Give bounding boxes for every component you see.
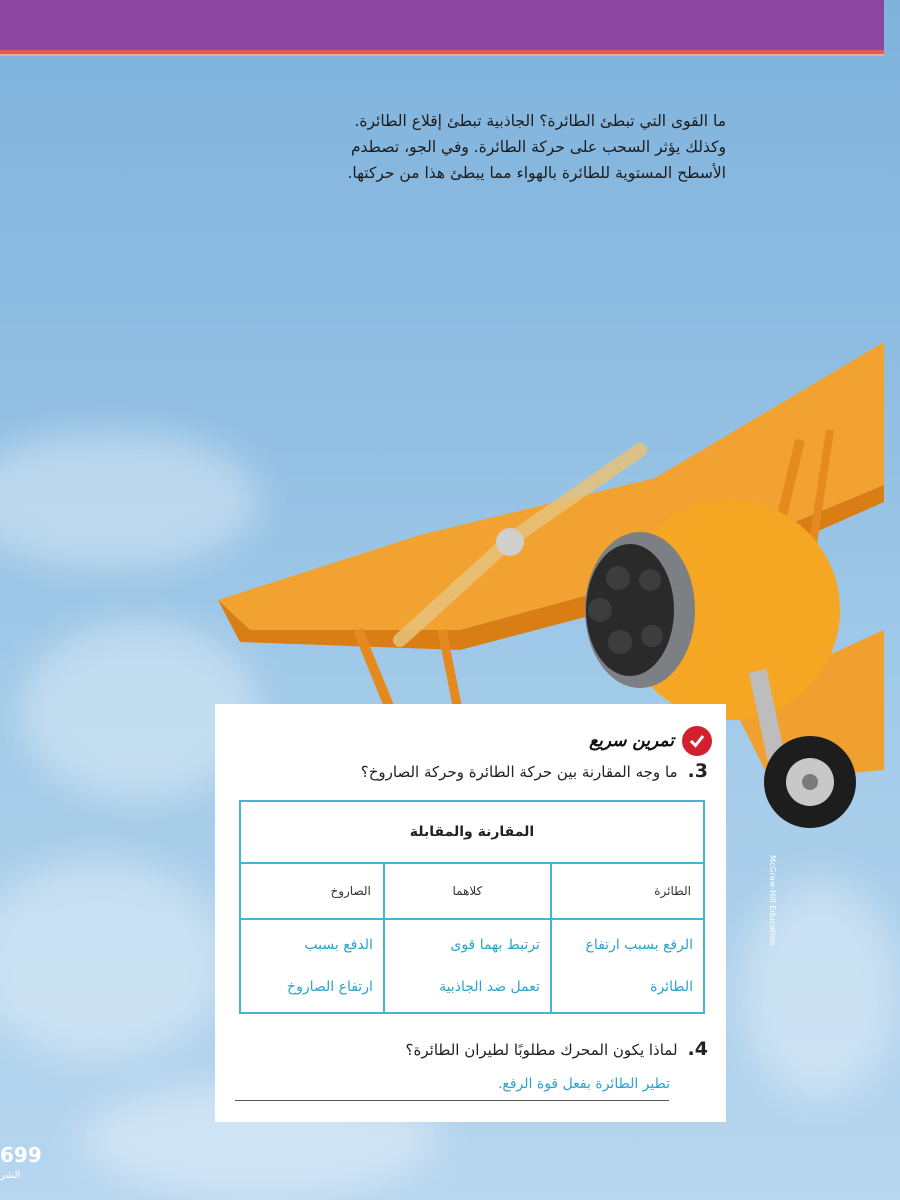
question-text: لماذا يكون المحرك مطلوبًا لطيران الطائرة؟ bbox=[405, 1041, 678, 1059]
table-cell-rocket bbox=[240, 919, 384, 1013]
answer-text: تطير الطائرة بفعل قوة الرفع. bbox=[497, 1076, 670, 1092]
quick-exercise-card bbox=[215, 704, 726, 1122]
intro-line: ما القوى التي تبطئ الطائرة؟ الجاذبية تبطئ إقلاع الطائرة. bbox=[354, 112, 726, 130]
engine-cylinder bbox=[588, 598, 612, 622]
column-header-airplane: الطائرة bbox=[551, 863, 704, 919]
footer-label: الشر bbox=[0, 1170, 21, 1181]
engine-cylinder bbox=[641, 625, 663, 647]
card-header bbox=[589, 726, 712, 756]
engine-cylinder bbox=[639, 569, 661, 591]
table-title: المقارنة والمقابلة bbox=[240, 801, 704, 863]
question-number: 4. bbox=[687, 1038, 708, 1060]
photo-credit bbox=[760, 855, 777, 1135]
question-text: ما وجه المقارنة بين حركة الطائرة وحركة الصاروخ؟ bbox=[360, 763, 678, 781]
propeller-hub bbox=[496, 528, 524, 556]
top-banner bbox=[0, 0, 884, 50]
engine-cylinder bbox=[608, 630, 632, 654]
card-title: تمرين سريع bbox=[589, 731, 674, 751]
intro-line: الأسطح المستوية للطائرة بالهواء مما يبطئ هذا من حركتها. bbox=[347, 164, 726, 182]
cell-line: الطائرة bbox=[650, 979, 693, 995]
accent-line-light bbox=[0, 54, 884, 56]
cloud bbox=[0, 860, 230, 1060]
intro-line: وكذلك يؤثر السحب على حركة الطائرة. وفي الجو، تصطدم bbox=[350, 138, 726, 156]
answer-line bbox=[235, 1100, 669, 1101]
wheel-axle bbox=[802, 774, 818, 790]
checkmark-icon bbox=[682, 726, 712, 756]
cell-line: ارتفاع الصاروخ bbox=[287, 979, 373, 995]
cell-line: تعمل ضد الجاذبية bbox=[439, 979, 540, 995]
question-number: 3. bbox=[687, 760, 708, 782]
photo-credit-text: McGraw-Hill Education bbox=[768, 855, 777, 946]
column-header-both: كلاهما bbox=[384, 863, 551, 919]
cell-line: الرفع بسبب ارتفاع bbox=[585, 937, 693, 953]
table-cell-both bbox=[384, 919, 551, 1013]
cell-line: الدفع بسبب bbox=[304, 937, 373, 953]
engine-cylinder bbox=[606, 566, 630, 590]
intro-paragraph bbox=[226, 108, 726, 186]
table-cell-airplane bbox=[551, 919, 704, 1013]
column-header-rocket: الصاروخ bbox=[240, 863, 384, 919]
compare-contrast-table bbox=[239, 800, 705, 1014]
cell-line: ترتبط بهما قوى bbox=[450, 937, 540, 953]
question-4 bbox=[406, 1038, 708, 1060]
question-3 bbox=[361, 760, 708, 782]
page-number: 699 bbox=[0, 1143, 42, 1167]
